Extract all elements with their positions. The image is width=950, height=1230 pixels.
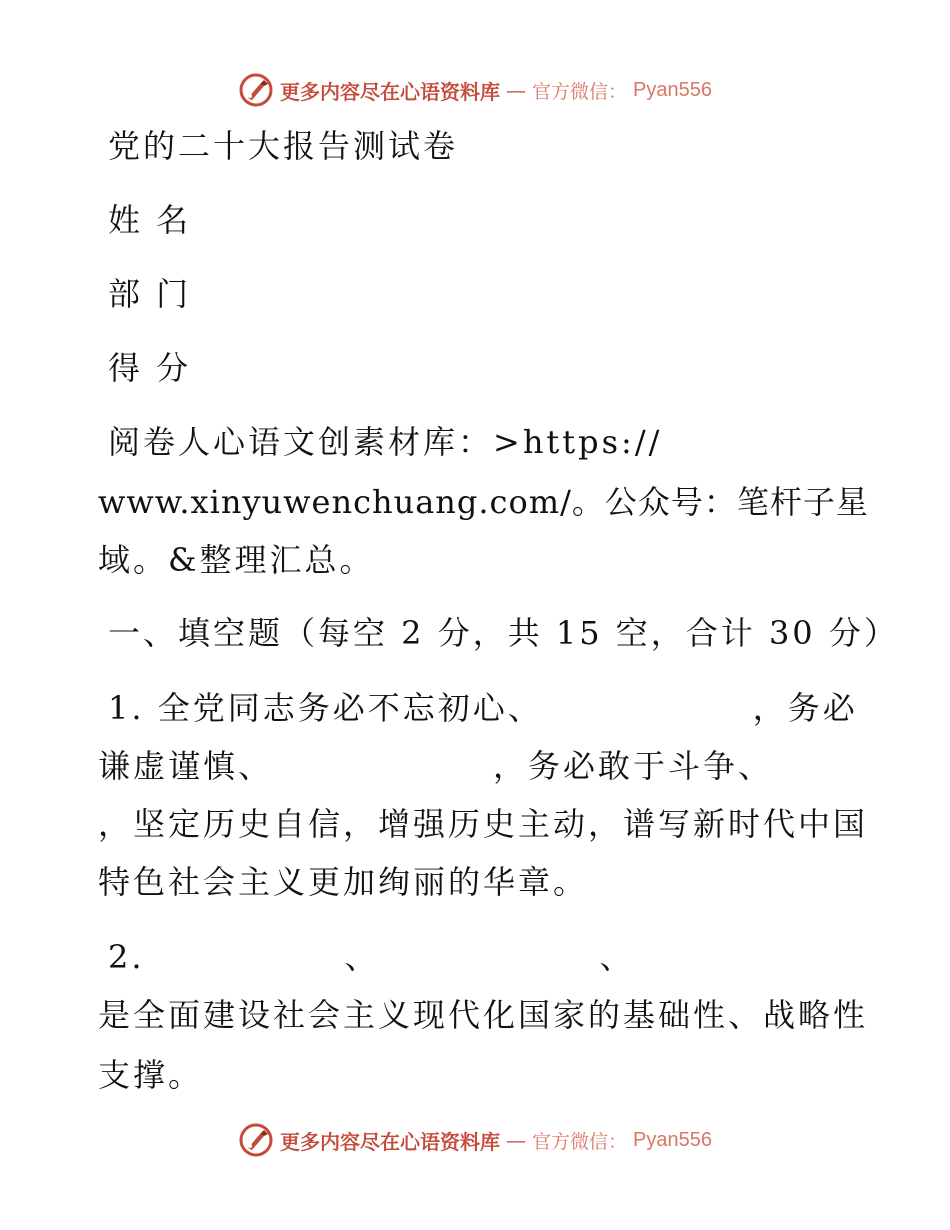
q1-text-b: ，务必: [752, 689, 858, 727]
banner-wechat-id: Pyan556: [633, 78, 712, 101]
q1-text-a: 1. 全党同志务必不忘初心、: [108, 689, 543, 727]
banner-wechat-label: 官方微信：: [532, 1130, 628, 1153]
q1-text-c: 谦虚谨慎、: [98, 747, 274, 785]
section-heading-fill-blank: 一、填空题（每空 2 分，共 15 空，合计 30 分）: [108, 614, 899, 652]
reviewer-line-3: 域。&整理汇总。: [98, 541, 375, 579]
score-label: 得 分: [108, 349, 192, 387]
footer-banner: [0, 1120, 950, 1160]
reviewer-line-2: www.xinyuwenchuang.com/。公众号：笔杆子星: [98, 483, 869, 521]
question-1-line-3: ，坚定历史自信，增强历史主动，谱写新时代中国: [98, 805, 869, 843]
q2-number: 2.: [108, 938, 145, 976]
question-2-line-3: 支撑。: [98, 1056, 204, 1094]
banner-separator: —: [506, 78, 526, 102]
question-1-line-4: 特色社会主义更加绚丽的华章。: [98, 863, 589, 901]
question-1-line-1: [108, 688, 858, 728]
name-label: 姓 名: [108, 201, 192, 239]
pen-logo-icon: [238, 72, 274, 108]
q2-sep-1: 、: [344, 938, 380, 976]
q2-sep-2: 、: [599, 938, 635, 976]
document-title: 党的二十大报告测试卷: [108, 127, 459, 165]
question-2-line-2: 是全面建设社会主义现代化国家的基础性、战略性: [98, 996, 869, 1034]
banner-title: 更多内容尽在心语资料库: [280, 1129, 500, 1154]
department-label: 部 门: [108, 275, 192, 313]
q1-text-d: ，务必敢于斗争、: [493, 747, 774, 785]
banner-wechat-label: 官方微信：: [532, 80, 628, 103]
pen-logo-icon: [238, 1122, 274, 1158]
reviewer-line-1: 阅卷人心语文创素材库：>https://: [108, 423, 663, 461]
banner-wechat-id: Pyan556: [633, 1128, 712, 1151]
header-banner: [0, 70, 950, 110]
banner-separator: —: [506, 1128, 526, 1152]
banner-title: 更多内容尽在心语资料库: [280, 79, 500, 104]
question-1-line-2: [98, 746, 773, 786]
question-2-line-1: [108, 937, 635, 977]
